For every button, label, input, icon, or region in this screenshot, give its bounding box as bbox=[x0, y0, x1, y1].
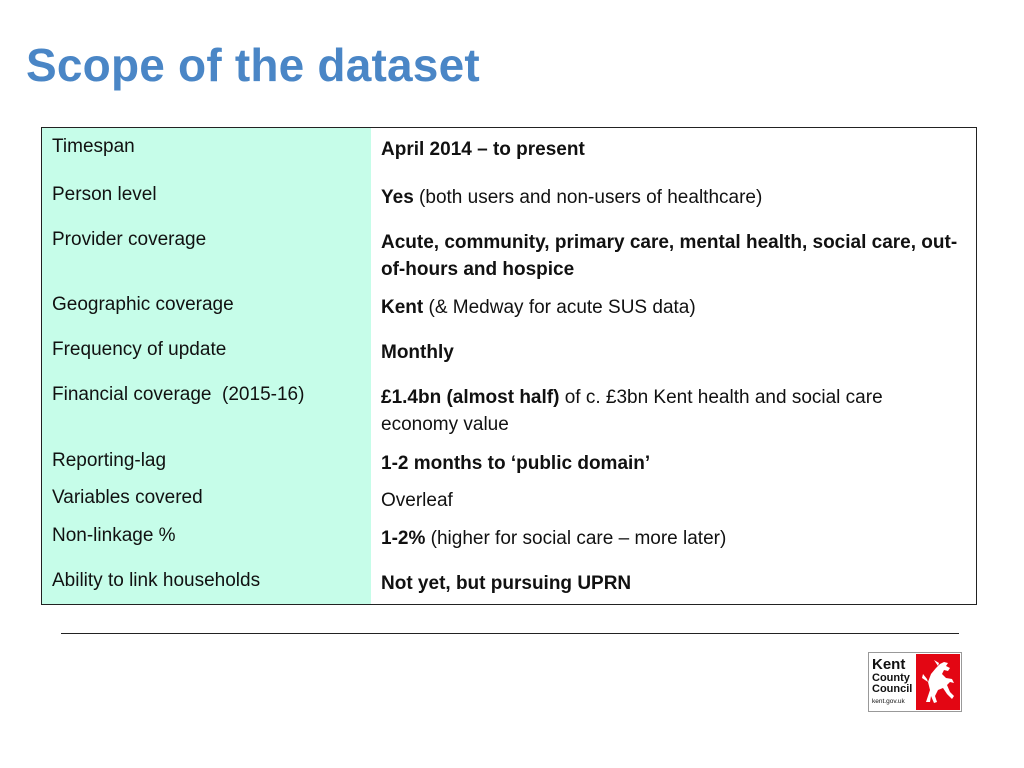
row-label: Provider coverage bbox=[52, 229, 207, 250]
logo-url: kent.gov.uk bbox=[872, 698, 905, 705]
row-label: Timespan bbox=[52, 136, 135, 157]
kent-county-council-logo bbox=[868, 652, 962, 712]
row-value-bold: £1.4bn (almost half) bbox=[381, 387, 560, 408]
row-value-bold: Yes bbox=[381, 187, 414, 208]
row-value bbox=[381, 136, 961, 163]
row-value-bold: Acute, community, primary care, mental health, social care, out-of-hours and hospice bbox=[381, 232, 958, 280]
row-value-bold: 1-2 months to ‘public domain’ bbox=[381, 453, 651, 474]
row-value bbox=[381, 229, 961, 283]
row-label: Variables covered bbox=[52, 487, 203, 508]
row-value-text: (higher for social care – more later) bbox=[425, 528, 727, 549]
row-value-bold: Not yet, but pursuing UPRN bbox=[381, 573, 632, 594]
logo-text-line2: County bbox=[872, 672, 910, 684]
row-label: Reporting-lag bbox=[52, 450, 167, 471]
row-value-text: (& Medway for acute SUS data) bbox=[423, 297, 696, 318]
row-label: Frequency of update bbox=[52, 339, 227, 360]
row-label: Geographic coverage bbox=[52, 294, 234, 315]
row-value bbox=[381, 184, 961, 211]
footer-divider bbox=[61, 633, 959, 634]
row-value-bold: Monthly bbox=[381, 342, 454, 363]
row-value bbox=[381, 525, 961, 552]
row-label: Person level bbox=[52, 184, 157, 205]
scope-table bbox=[41, 127, 977, 605]
row-label: Financial coverage (2015-16) bbox=[52, 384, 305, 405]
row-value bbox=[381, 384, 961, 438]
row-value bbox=[381, 339, 961, 366]
page-title: Scope of the dataset bbox=[26, 39, 480, 91]
row-value bbox=[381, 487, 961, 514]
logo-graphic bbox=[868, 652, 962, 712]
logo-text-line1: Kent bbox=[872, 656, 906, 673]
logo-text-line3: Council bbox=[872, 683, 913, 695]
row-value-bold: 1-2% bbox=[381, 528, 426, 549]
row-value-bold: April 2014 – to present bbox=[381, 139, 585, 160]
row-value-bold: Kent bbox=[381, 297, 424, 318]
row-label: Ability to link households bbox=[52, 570, 261, 591]
row-value-text: of c. £3bn Kent health and social care economy value bbox=[381, 387, 883, 435]
row-value bbox=[381, 294, 961, 321]
row-label: Non-linkage % bbox=[52, 525, 176, 546]
row-value-text: Overleaf bbox=[381, 490, 453, 511]
row-value bbox=[381, 450, 961, 477]
row-value-text: (both users and non-users of healthcare) bbox=[413, 187, 763, 208]
row-value bbox=[381, 570, 961, 597]
